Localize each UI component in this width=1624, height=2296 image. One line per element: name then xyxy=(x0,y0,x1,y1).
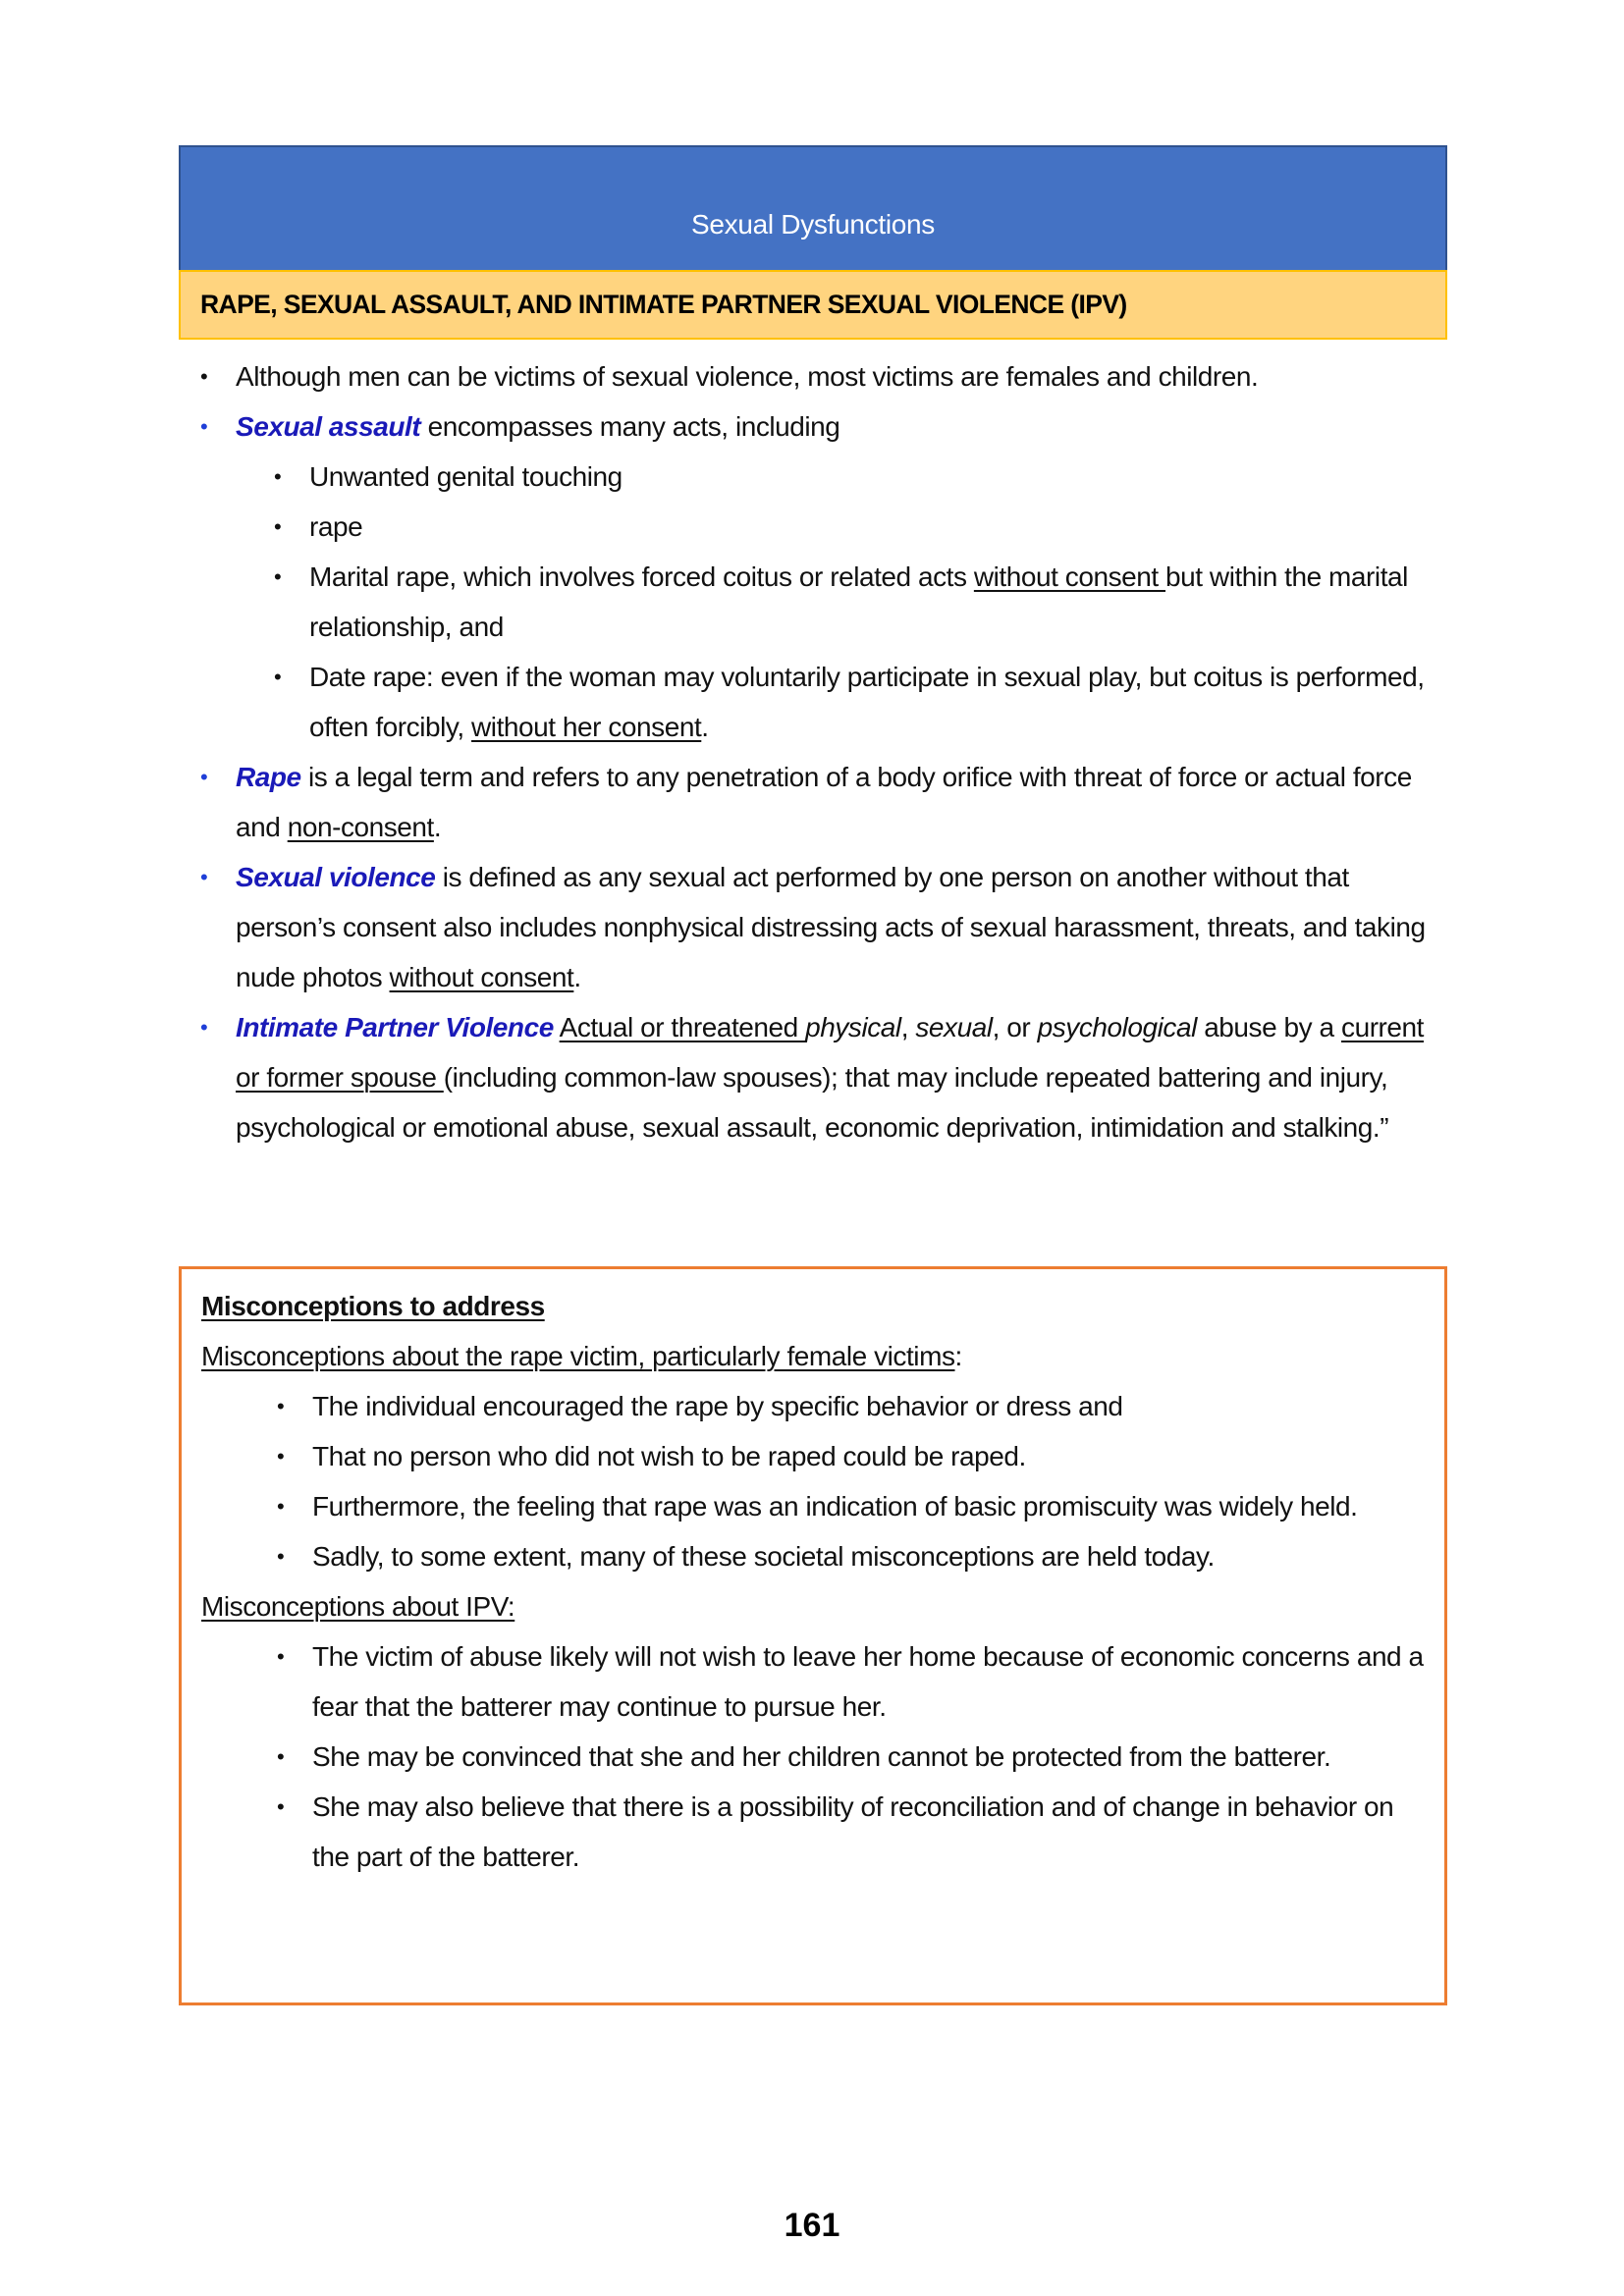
bullet-icon: • xyxy=(200,414,208,439)
list-item: • She may also believe that there is a possibility of reconciliation and of change in behavior on the part of the batterer. xyxy=(201,1782,1429,1882)
bullet-icon: • xyxy=(274,514,282,539)
misconceptions-box xyxy=(179,1266,1447,2005)
list-item: • Sadly, to some extent, many of these societal misconceptions are held today. xyxy=(201,1531,1429,1581)
list-item: • The individual encouraged the rape by specific behavior or dress and xyxy=(201,1381,1429,1431)
bullet-icon: • xyxy=(274,464,282,489)
list-item: • That no person who did not wish to be raped could be raped. xyxy=(201,1431,1429,1481)
term-rape: Rape xyxy=(236,762,301,792)
bullet-icon: • xyxy=(277,1644,285,1669)
ipv-misconceptions-heading: Misconceptions about IPV: xyxy=(201,1591,515,1622)
list-item: • Although men can be victims of sexual violence, most victims are females and children. xyxy=(179,351,1445,401)
list-item-sexual-violence: • Sexual violence is defined as any sexual act performed by one person on another without that person’s consent also includes nonphysical distressing acts of sexual harassment, threats, and taking nude photos without consent. xyxy=(179,852,1445,1002)
section-title: RAPE, SEXUAL ASSAULT, AND INTIMATE PARTNER SEXUAL VIOLENCE (IPV) xyxy=(200,290,1127,319)
list-item-rape: • Rape is a legal term and refers to any penetration of a body orifice with threat of force or actual force and non-consent. xyxy=(179,752,1445,852)
sub-list-item: • Marital rape, which involves forced coitus or related acts without consent but within the marital relationship, and xyxy=(179,552,1445,652)
definitions-list xyxy=(179,351,1445,1152)
bullet-icon: • xyxy=(200,364,208,389)
chapter-header xyxy=(179,145,1447,270)
list-item: • Furthermore, the feeling that rape was an indication of basic promiscuity was widely held. xyxy=(201,1481,1429,1531)
bullet-icon: • xyxy=(277,1444,285,1468)
list-item: • She may be convinced that she and her children cannot be protected from the batterer. xyxy=(201,1732,1429,1782)
bullet-icon: • xyxy=(277,1394,285,1418)
list-item-sexual-assault: • Sexual assault encompasses many acts, including xyxy=(179,401,1445,452)
sub-list-item: • rape xyxy=(179,502,1445,552)
misconceptions-heading: Misconceptions to address xyxy=(201,1291,545,1321)
victim-misconceptions-heading: Misconceptions about the rape victim, particularly female victims: xyxy=(201,1341,962,1371)
bullet-icon: • xyxy=(277,1544,285,1569)
bullet-icon: • xyxy=(277,1794,285,1819)
term-sexual-violence: Sexual violence xyxy=(236,862,436,892)
bullet-icon: • xyxy=(274,665,282,689)
chapter-title: Sexual Dysfunctions xyxy=(691,209,935,240)
bullet-icon: • xyxy=(200,1015,208,1040)
section-banner xyxy=(179,270,1447,340)
sub-list-item: • Date rape: even if the woman may voluntarily participate in sexual play, but coitus is performed, often forcibly, without her consent. xyxy=(179,652,1445,752)
page-number: 161 xyxy=(784,2207,840,2244)
list-item: • The victim of abuse likely will not wish to leave her home because of economic concerns and a fear that the batterer may continue to pursue her. xyxy=(201,1631,1429,1732)
bullet-icon: • xyxy=(277,1744,285,1769)
bullet-icon: • xyxy=(200,865,208,889)
term-ipv: Intimate Partner Violence xyxy=(236,1012,554,1042)
bullet-icon: • xyxy=(277,1494,285,1519)
bullet-icon: • xyxy=(274,564,282,589)
list-item-ipv: • Intimate Partner Violence Actual or threatened physical, sexual, or psychological abuse by a current or former spouse (including common-law spouses); that may include repeated battering and injury, psychological or emotional abuse, sexual assault, economic deprivation, intimidation and stalking.” xyxy=(179,1002,1445,1152)
term-sexual-assault: Sexual assault xyxy=(236,411,421,442)
sub-list-item: • Unwanted genital touching xyxy=(179,452,1445,502)
bullet-icon: • xyxy=(200,765,208,789)
